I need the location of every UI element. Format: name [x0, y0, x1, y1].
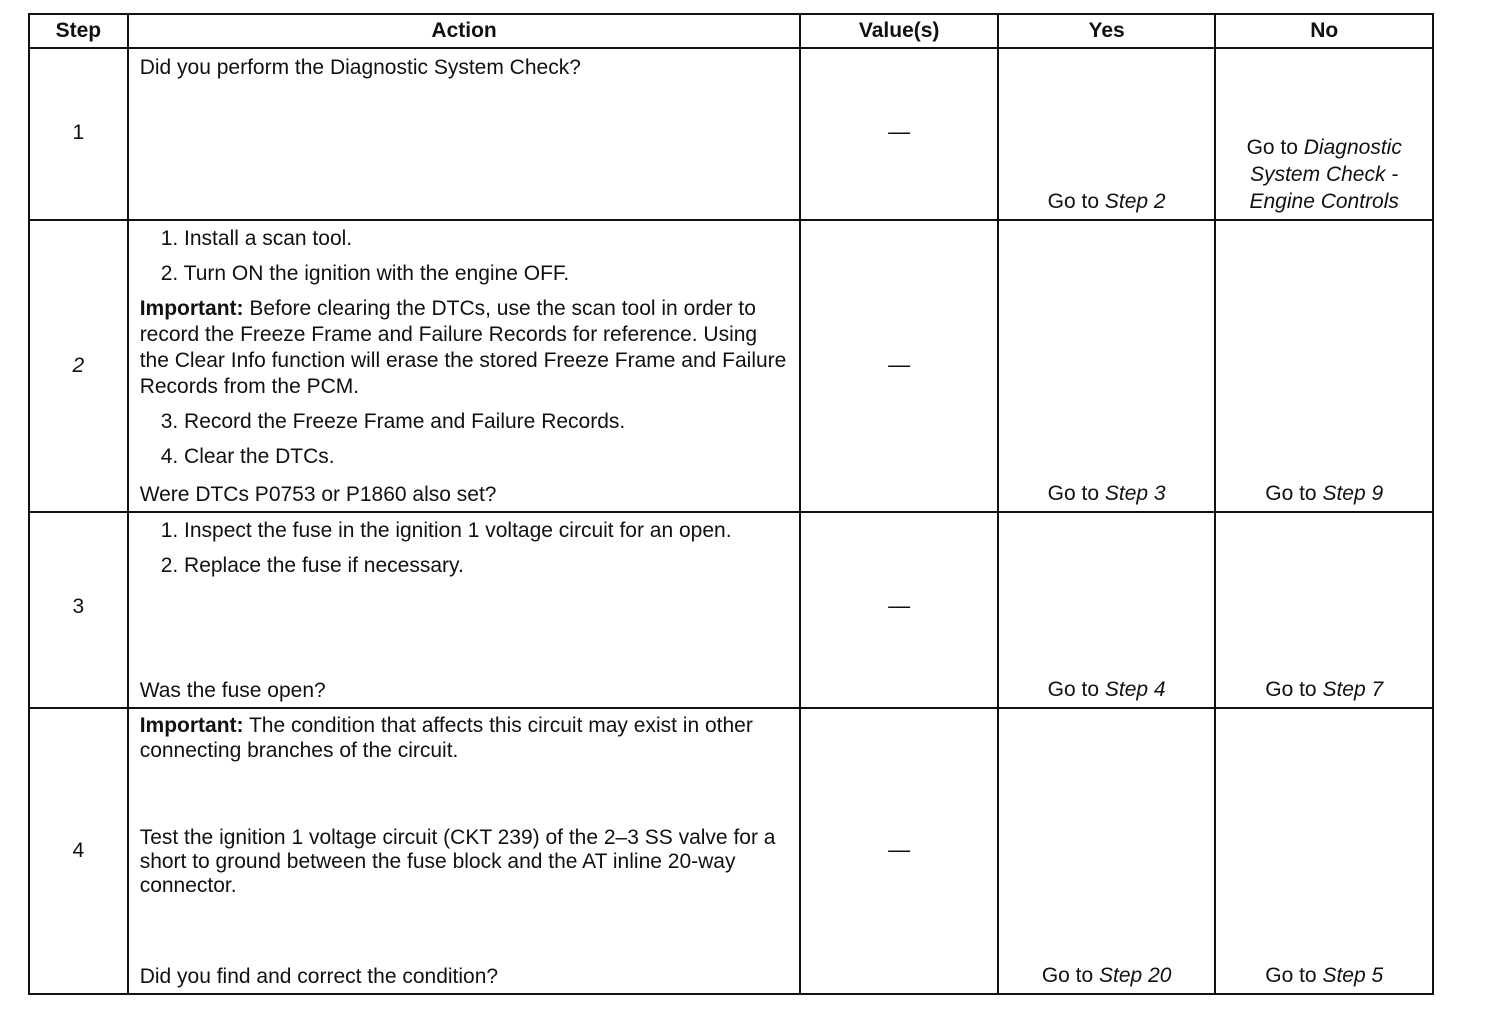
yes-cell[interactable]: [998, 48, 1216, 220]
yes-link[interactable]: Go to Step 20: [1041, 964, 1172, 987]
value-cell: [800, 48, 997, 220]
step-number: 1: [72, 121, 85, 144]
diagnostic-table: [28, 13, 1434, 995]
action-question: Did you perform the Diagnostic System Check?: [139, 56, 581, 79]
no-cell[interactable]: [1215, 220, 1433, 512]
table-row: [29, 512, 1433, 708]
important-note: Important: Before clearing the DTCs, use the scan tool in order to record the Freeze Frame and Failure Records for reference. Using the Clear Info function will erase the stored Freeze Frame and Failure Records from the PCM.: [139, 297, 787, 398]
table-row: [29, 220, 1433, 512]
step-number: 4: [72, 839, 85, 862]
value-dash: —: [888, 837, 911, 862]
yes-link[interactable]: Go to Step 3: [1047, 482, 1166, 505]
value-dash: —: [888, 119, 911, 144]
important-note: Important: The condition that affects this circuit may exist in other connecting branches of the circuit.: [139, 714, 753, 762]
no-link[interactable]: Go to Diagnostic System Check - Engine Controls: [1246, 136, 1402, 213]
table-row: [29, 48, 1433, 220]
action-body: Test the ignition 1 voltage circuit (CKT 239) of the 2–3 SS valve for a short to ground between the fuse block and the AT inline 20-way connector.: [139, 826, 776, 897]
no-cell[interactable]: [1215, 48, 1433, 220]
header-values: Value(s): [800, 14, 997, 48]
action-list-item: 3. Record the Freeze Frame and Failure Records.: [160, 410, 626, 433]
yes-cell[interactable]: [998, 708, 1216, 994]
no-link[interactable]: Go to Step 9: [1265, 482, 1384, 505]
step-number: 2: [72, 354, 85, 377]
header-yes: Yes: [998, 14, 1216, 48]
action-question: Did you find and correct the condition?: [139, 965, 499, 988]
yes-cell[interactable]: [998, 220, 1216, 512]
step-cell: [29, 512, 128, 708]
value-cell: [800, 708, 997, 994]
action-list-item: 2. Replace the fuse if necessary.: [160, 554, 464, 577]
yes-link[interactable]: Go to Step 4: [1047, 678, 1166, 701]
step-number: 3: [72, 595, 85, 618]
action-list-item: 2. Turn ON the ignition with the engine OFF.: [160, 262, 570, 285]
value-dash: —: [888, 352, 911, 377]
header-step: Step: [29, 14, 128, 48]
header-row: [29, 14, 1433, 48]
value-cell: [800, 512, 997, 708]
step-cell: [29, 48, 128, 220]
action-question: Were DTCs P0753 or P1860 also set?: [139, 483, 497, 506]
action-cell: [128, 708, 801, 994]
yes-cell[interactable]: [998, 512, 1216, 708]
value-dash: —: [888, 593, 911, 618]
action-list-item: 1. Inspect the fuse in the ignition 1 voltage circuit for an open.: [160, 519, 732, 542]
action-cell: [128, 512, 801, 708]
step-cell: [29, 708, 128, 994]
step-cell: [29, 220, 128, 512]
yes-link[interactable]: Go to Step 2: [1047, 190, 1166, 213]
action-cell: [128, 220, 801, 512]
no-cell[interactable]: [1215, 512, 1433, 708]
no-link[interactable]: Go to Step 7: [1265, 678, 1384, 701]
action-list-item: 4. Clear the DTCs.: [160, 445, 335, 468]
table-row: [29, 708, 1433, 994]
action-list-item: 1. Install a scan tool.: [160, 227, 353, 250]
action-cell: [128, 48, 801, 220]
action-question: Was the fuse open?: [139, 679, 326, 702]
value-cell: [800, 220, 997, 512]
header-no: No: [1215, 14, 1433, 48]
header-action: Action: [128, 14, 801, 48]
no-cell[interactable]: [1215, 708, 1433, 994]
no-link[interactable]: Go to Step 5: [1265, 964, 1384, 987]
